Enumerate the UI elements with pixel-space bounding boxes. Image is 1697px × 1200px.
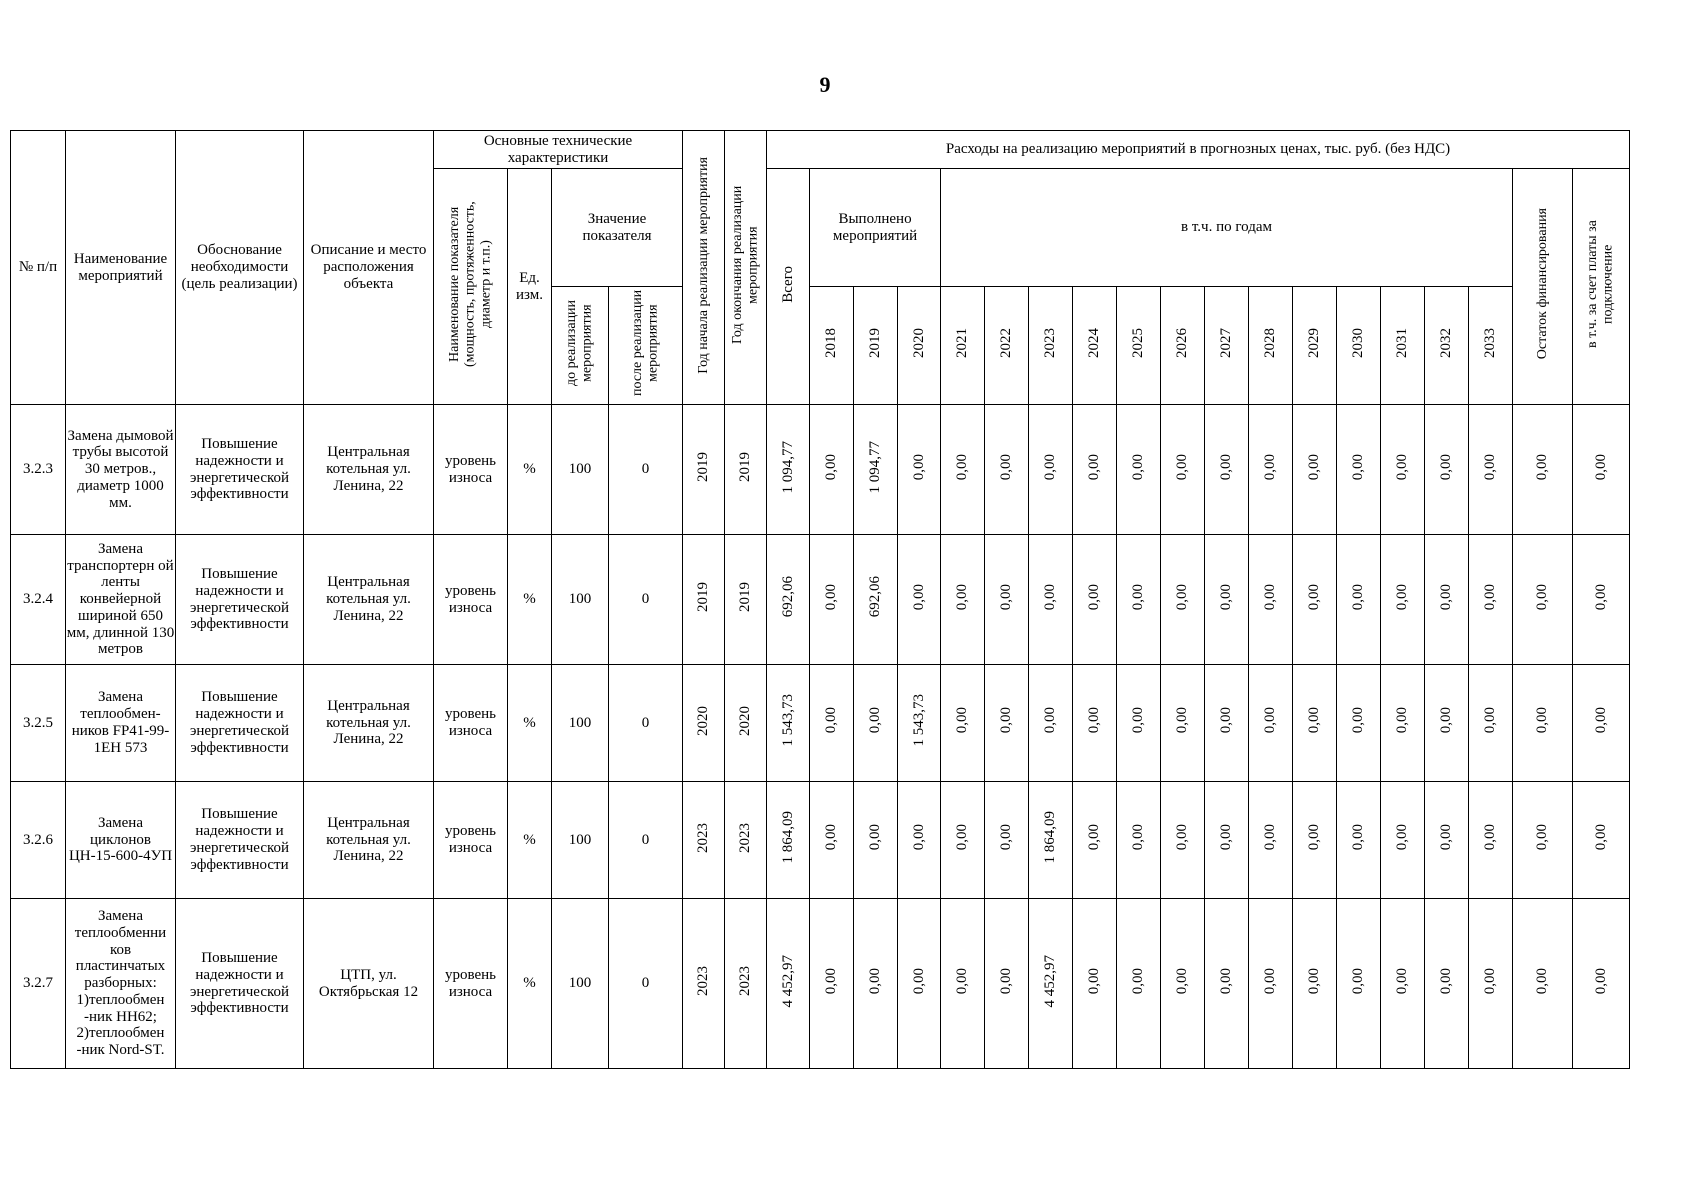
header-justification: Обоснование необходимости (цель реализации) (176, 131, 304, 405)
header-by-years: в т.ч. по годам (941, 169, 1513, 287)
header-connection-fee: в т.ч. за счет платы за подключение (1573, 169, 1630, 405)
cell-balance: 0,00 (1513, 665, 1573, 782)
cell-2023: 0,00 (1029, 405, 1073, 535)
cell-num: 3.2.5 (11, 665, 66, 782)
cell-2027: 0,00 (1205, 405, 1249, 535)
cell-2033: 0,00 (1469, 899, 1513, 1069)
cell-2024: 0,00 (1073, 535, 1117, 665)
cell-2029: 0,00 (1293, 405, 1337, 535)
cell-2031: 0,00 (1381, 535, 1425, 665)
cell-done-2020: 0,00 (898, 899, 941, 1069)
cell-fee: 0,00 (1573, 782, 1630, 899)
cell-2024: 0,00 (1073, 782, 1117, 899)
cell-total: 1 864,09 (767, 782, 810, 899)
cell-year-end: 2023 (725, 899, 767, 1069)
cell-2032: 0,00 (1425, 899, 1469, 1069)
cell-num: 3.2.6 (11, 782, 66, 899)
header-year-2025: 2025 (1117, 287, 1161, 405)
header-indicator-value: Значение показателя (552, 169, 683, 287)
cell-2025: 0,00 (1117, 535, 1161, 665)
cell-unit: % (508, 405, 552, 535)
cell-2033: 0,00 (1469, 405, 1513, 535)
header-name: Наименование мероприятий (66, 131, 176, 405)
cell-2029: 0,00 (1293, 899, 1337, 1069)
cell-done-2020: 0,00 (898, 405, 941, 535)
header-year-2029: 2029 (1293, 287, 1337, 405)
header-num: № п/п (11, 131, 66, 405)
cell-num: 3.2.7 (11, 899, 66, 1069)
cell-2025: 0,00 (1117, 665, 1161, 782)
cell-2032: 0,00 (1425, 782, 1469, 899)
cell-2028: 0,00 (1249, 899, 1293, 1069)
cell-before: 100 (552, 535, 609, 665)
cell-year-start: 2023 (683, 899, 725, 1069)
cell-2026: 0,00 (1161, 665, 1205, 782)
cell-before: 100 (552, 405, 609, 535)
cell-2033: 0,00 (1469, 665, 1513, 782)
header-total: Всего (767, 169, 810, 405)
cell-unit: % (508, 535, 552, 665)
cell-done-2018: 0,00 (810, 405, 854, 535)
cell-done-2018: 0,00 (810, 782, 854, 899)
header-year-end: Год окончания реализации мероприятия (725, 131, 767, 405)
cell-fee: 0,00 (1573, 899, 1630, 1069)
header-year-2028: 2028 (1249, 287, 1293, 405)
cell-justification: Повышение надежности и энергетической эффективности (176, 665, 304, 782)
cell-2029: 0,00 (1293, 665, 1337, 782)
header-year-2019: 2019 (854, 287, 898, 405)
header-year-2031: 2031 (1381, 287, 1425, 405)
cell-2021: 0,00 (941, 535, 985, 665)
cell-description: Центральная котельная ул. Ленина, 22 (304, 535, 434, 665)
cell-unit: % (508, 899, 552, 1069)
cell-done-2020: 1 543,73 (898, 665, 941, 782)
header-year-2032: 2032 (1425, 287, 1469, 405)
table-row (11, 535, 1630, 665)
cell-done-2019: 1 094,77 (854, 405, 898, 535)
cell-2030: 0,00 (1337, 665, 1381, 782)
cell-justification: Повышение надежности и энергетической эффективности (176, 405, 304, 535)
cell-2026: 0,00 (1161, 535, 1205, 665)
cell-year-start: 2019 (683, 535, 725, 665)
cell-before: 100 (552, 899, 609, 1069)
cell-done-2019: 0,00 (854, 665, 898, 782)
cell-fee: 0,00 (1573, 665, 1630, 782)
cell-2030: 0,00 (1337, 899, 1381, 1069)
cell-2031: 0,00 (1381, 899, 1425, 1069)
measures-table (10, 130, 1630, 1069)
page-number: 9 (819, 72, 831, 97)
cell-indicator: уровень износа (434, 535, 508, 665)
cell-2031: 0,00 (1381, 405, 1425, 535)
cell-2026: 0,00 (1161, 899, 1205, 1069)
header-year-2018: 2018 (810, 287, 854, 405)
cell-description: Центральная котельная ул. Ленина, 22 (304, 665, 434, 782)
cell-indicator: уровень износа (434, 665, 508, 782)
cell-done-2019: 0,00 (854, 899, 898, 1069)
cell-2033: 0,00 (1469, 782, 1513, 899)
cell-year-start: 2020 (683, 665, 725, 782)
header-before: до реализации мероприятия (552, 287, 609, 405)
cell-2026: 0,00 (1161, 782, 1205, 899)
cell-indicator: уровень износа (434, 899, 508, 1069)
cell-after: 0 (609, 782, 683, 899)
cell-2026: 0,00 (1161, 405, 1205, 535)
cell-2027: 0,00 (1205, 782, 1249, 899)
cell-year-start: 2019 (683, 405, 725, 535)
cell-name: Замена теплообмен-ников FP41-99-1EH 573 (66, 665, 176, 782)
table-header (11, 131, 1630, 405)
table-row (11, 899, 1630, 1069)
cell-2021: 0,00 (941, 405, 985, 535)
cell-2032: 0,00 (1425, 665, 1469, 782)
cell-2023: 1 864,09 (1029, 782, 1073, 899)
cell-indicator: уровень износа (434, 405, 508, 535)
cell-2028: 0,00 (1249, 782, 1293, 899)
cell-total: 1 094,77 (767, 405, 810, 535)
cell-2023: 4 452,97 (1029, 899, 1073, 1069)
cell-2028: 0,00 (1249, 665, 1293, 782)
header-done: Выполнено мероприятий (810, 169, 941, 287)
cell-year-end: 2020 (725, 665, 767, 782)
cell-2024: 0,00 (1073, 665, 1117, 782)
cell-done-2018: 0,00 (810, 535, 854, 665)
header-year-2023: 2023 (1029, 287, 1073, 405)
cell-name: Замена теплообменни ков пластинчатых разборных: 1)теплообмен -ник HH62; 2)теплообмен -ник Nord-ST. (66, 899, 176, 1069)
cell-done-2019: 0,00 (854, 782, 898, 899)
cell-2025: 0,00 (1117, 899, 1161, 1069)
header-after: после реализации мероприятия (609, 287, 683, 405)
cell-2030: 0,00 (1337, 535, 1381, 665)
table-body (11, 405, 1630, 1069)
cell-2028: 0,00 (1249, 535, 1293, 665)
header-description: Описание и место расположения объекта (304, 131, 434, 405)
header-costs: Расходы на реализацию мероприятий в прогнозных ценах, тыс. руб. (без НДС) (767, 131, 1630, 169)
cell-2024: 0,00 (1073, 899, 1117, 1069)
cell-after: 0 (609, 665, 683, 782)
cell-unit: % (508, 665, 552, 782)
cell-justification: Повышение надежности и энергетической эффективности (176, 782, 304, 899)
cell-done-2020: 0,00 (898, 782, 941, 899)
cell-total: 692,06 (767, 535, 810, 665)
cell-before: 100 (552, 665, 609, 782)
cell-2025: 0,00 (1117, 405, 1161, 535)
cell-total: 1 543,73 (767, 665, 810, 782)
header-year-2027: 2027 (1205, 287, 1249, 405)
cell-done-2019: 692,06 (854, 535, 898, 665)
cell-balance: 0,00 (1513, 535, 1573, 665)
table-row (11, 665, 1630, 782)
cell-after: 0 (609, 899, 683, 1069)
cell-2030: 0,00 (1337, 405, 1381, 535)
table-row (11, 405, 1630, 535)
cell-balance: 0,00 (1513, 899, 1573, 1069)
cell-year-start: 2023 (683, 782, 725, 899)
cell-num: 3.2.3 (11, 405, 66, 535)
header-year-2022: 2022 (985, 287, 1029, 405)
cell-done-2018: 0,00 (810, 665, 854, 782)
cell-2032: 0,00 (1425, 405, 1469, 535)
cell-fee: 0,00 (1573, 405, 1630, 535)
header-year-2021: 2021 (941, 287, 985, 405)
cell-unit: % (508, 782, 552, 899)
cell-name: Замена транспортерн ой ленты конвейерной шириной 650 мм, длинной 130 метров (66, 535, 176, 665)
cell-year-end: 2019 (725, 405, 767, 535)
cell-name: Замена циклонов ЦН-15-600-4УП (66, 782, 176, 899)
cell-before: 100 (552, 782, 609, 899)
cell-2027: 0,00 (1205, 535, 1249, 665)
cell-2021: 0,00 (941, 782, 985, 899)
cell-2022: 0,00 (985, 782, 1029, 899)
cell-done-2018: 0,00 (810, 899, 854, 1069)
header-indicator-name: Наименование показателя (мощность, протяженность, диаметр и т.п.) (434, 169, 508, 405)
cell-2025: 0,00 (1117, 782, 1161, 899)
cell-2021: 0,00 (941, 665, 985, 782)
cell-2022: 0,00 (985, 899, 1029, 1069)
cell-balance: 0,00 (1513, 782, 1573, 899)
cell-2033: 0,00 (1469, 535, 1513, 665)
cell-2030: 0,00 (1337, 782, 1381, 899)
cell-num: 3.2.4 (11, 535, 66, 665)
cell-2031: 0,00 (1381, 665, 1425, 782)
cell-2029: 0,00 (1293, 535, 1337, 665)
header-balance: Остаток финансирования (1513, 169, 1573, 405)
header-year-2033: 2033 (1469, 287, 1513, 405)
cell-2022: 0,00 (985, 535, 1029, 665)
header-year-2020: 2020 (898, 287, 941, 405)
cell-indicator: уровень износа (434, 782, 508, 899)
cell-name: Замена дымовой трубы высотой 30 метров., диаметр 1000 мм. (66, 405, 176, 535)
cell-2027: 0,00 (1205, 899, 1249, 1069)
header-tech: Основные технические характеристики (434, 131, 683, 169)
header-year-start: Год начала реализации мероприятия (683, 131, 725, 405)
cell-total: 4 452,97 (767, 899, 810, 1069)
cell-after: 0 (609, 405, 683, 535)
header-year-2026: 2026 (1161, 287, 1205, 405)
table-row (11, 782, 1630, 899)
cell-2027: 0,00 (1205, 665, 1249, 782)
cell-balance: 0,00 (1513, 405, 1573, 535)
cell-2022: 0,00 (985, 405, 1029, 535)
cell-2029: 0,00 (1293, 782, 1337, 899)
cell-justification: Повышение надежности и энергетической эффективности (176, 899, 304, 1069)
cell-description: Центральная котельная ул. Ленина, 22 (304, 405, 434, 535)
header-unit: Ед. изм. (508, 169, 552, 405)
cell-done-2020: 0,00 (898, 535, 941, 665)
cell-2021: 0,00 (941, 899, 985, 1069)
cell-2023: 0,00 (1029, 535, 1073, 665)
cell-2031: 0,00 (1381, 782, 1425, 899)
header-year-2024: 2024 (1073, 287, 1117, 405)
cell-description: Центральная котельная ул. Ленина, 22 (304, 782, 434, 899)
cell-2032: 0,00 (1425, 535, 1469, 665)
cell-fee: 0,00 (1573, 535, 1630, 665)
cell-after: 0 (609, 535, 683, 665)
cell-2022: 0,00 (985, 665, 1029, 782)
cell-2023: 0,00 (1029, 665, 1073, 782)
cell-year-end: 2019 (725, 535, 767, 665)
cell-2028: 0,00 (1249, 405, 1293, 535)
cell-year-end: 2023 (725, 782, 767, 899)
cell-justification: Повышение надежности и энергетической эффективности (176, 535, 304, 665)
cell-2024: 0,00 (1073, 405, 1117, 535)
header-year-2030: 2030 (1337, 287, 1381, 405)
cell-description: ЦТП, ул. Октябрьская 12 (304, 899, 434, 1069)
